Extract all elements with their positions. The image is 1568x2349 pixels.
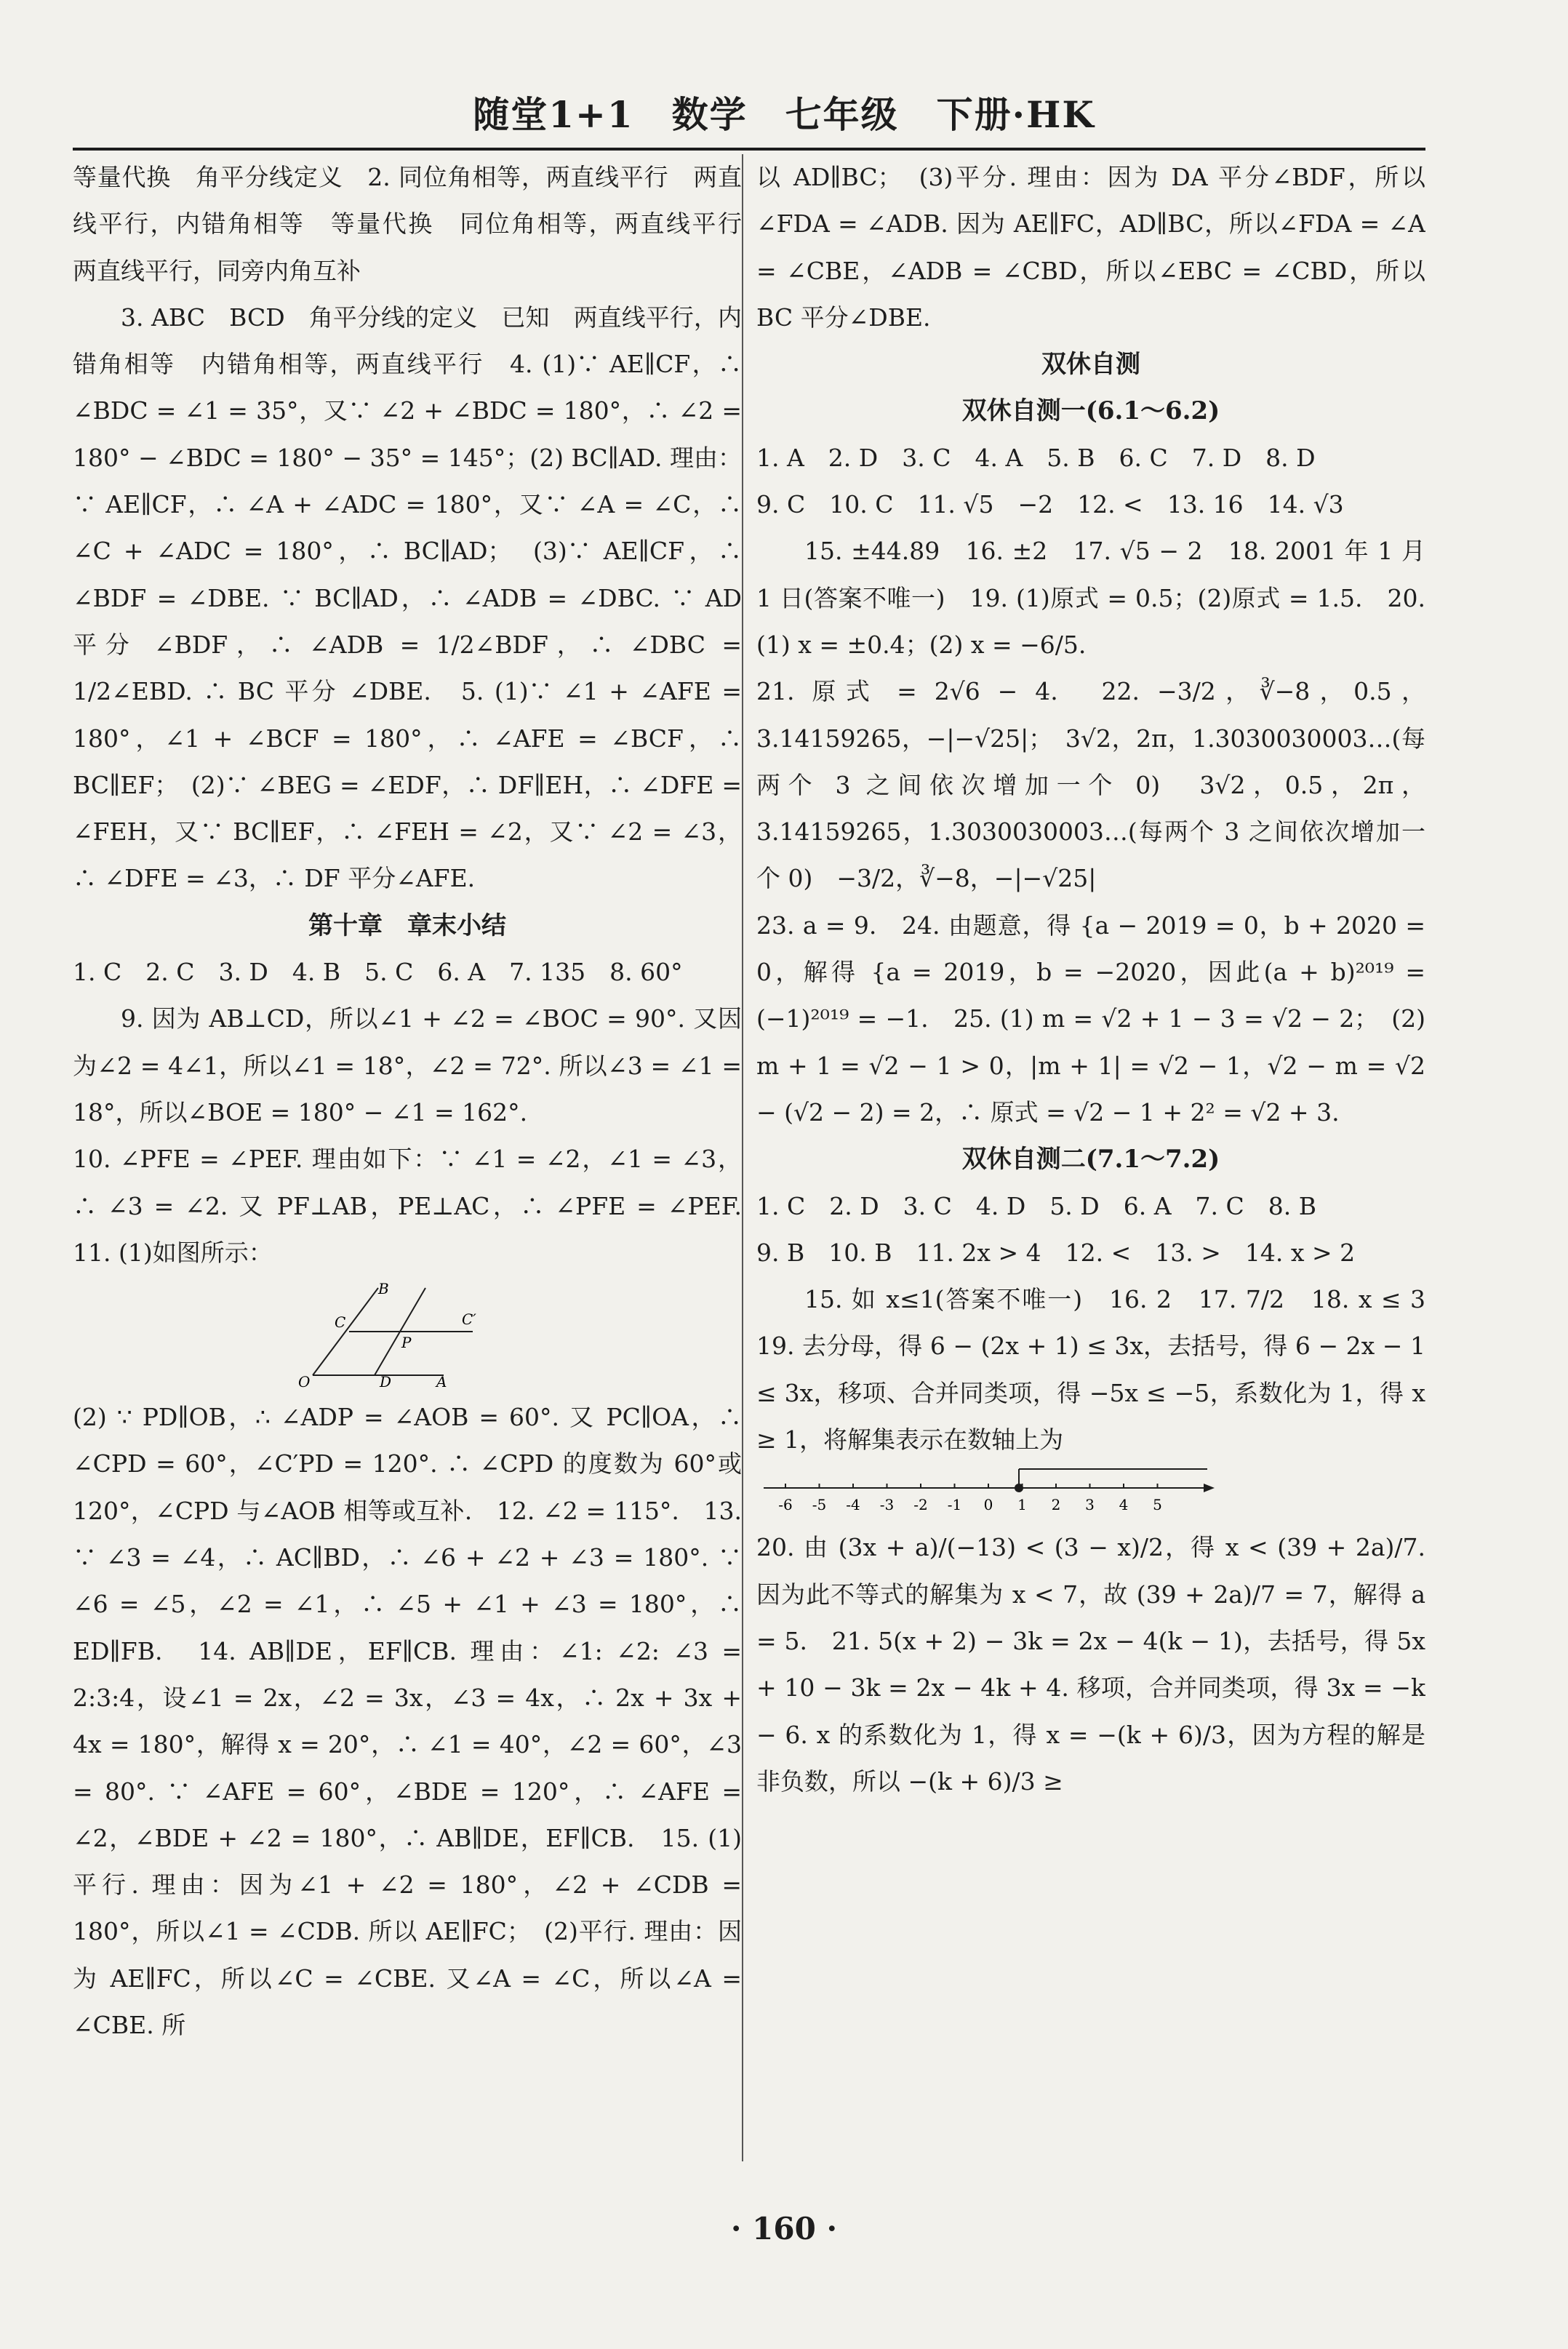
numline-tick-label: -4 <box>846 1496 860 1514</box>
answer-paragraph: 1. C 2. C 3. D 4. B 5. C 6. A 7. 135 8. 60° <box>73 958 683 987</box>
subsection-title: 双休自测二(7.1～7.2) <box>961 1145 1220 1174</box>
answer-paragraph: 20. 由 (3x + a)/(−13) < (3 − x)/2，得 x < (39 + 2a)/7. 因为此不等式的解集为 x < 7，故 (39 + 2a)/7 = 7，解得 a = 5. 21. 5(x + 2) − 3k = 2x − 4(k − 1)，去括号，得 5x + 10 − 3k = 2x − 4k + 4. 移项，合并同类项，得 3x = −k − 6. x 的系数化为 1，得 x = −(k + 6)/3，因为方程的解是非负数，所以 −(k + 6)/3 ≥ <box>756 1533 1425 1796</box>
page-header: 随堂1+1 数学 七年级 下册·HK <box>473 93 1095 136</box>
numline-tick-label: 5 <box>1153 1496 1162 1514</box>
right-column <box>756 154 1425 2118</box>
numline-tick-label: 4 <box>1119 1496 1129 1514</box>
left-column <box>73 154 742 2118</box>
number-line <box>756 1466 1222 1524</box>
answer-paragraph: 3. ABC BCD 角平分线的定义 已知 两直线平行，内错角相等 内错角相等，两直线平行 4. (1)∵ AE∥CF，∴ ∠BDC = ∠1 = 35°，又∵ ∠2 + ∠BDC = 180°，∴ ∠2 = 180° − ∠BDC = 180° − 35° = 145°；(2) BC∥AD. 理由：∵ AE∥CF，∴ ∠A + ∠ADC = 180°，又∵ ∠A = ∠C，∴ ∠C + ∠ADC = 180°，∴ BC∥AD； (3)∵ AE∥CF，∴ ∠BDF = ∠DBE. ∵ BC∥AD，∴ ∠ADB = ∠DBC. ∵ AD 平分 ∠BDF，∴ ∠ADB = 1/2∠BDF，∴ ∠DBC = 1/2∠EBD. ∴ BC 平分 ∠DBE. 5. (1)∵ ∠1 + ∠AFE = 180°，∠1 + ∠BCF = 180°，∴ ∠AFE = ∠BCF，∴ BC∥EF； (2)∵ ∠BEG = ∠EDF，∴ DF∥EH，∴ ∠DFE = ∠FEH，又∵ BC∥EF，∴ ∠FEH = ∠2，又∵ ∠2 = ∠3，∴ ∠DFE = ∠3，∴ DF 平分∠AFE. <box>73 303 742 893</box>
figure-label: A <box>436 1373 447 1390</box>
answer-paragraph: 15. ±44.89 16. ±2 17. √5 − 2 18. 2001 年 1 月 1 日(答案不唯一) 19. (1)原式 = 0.5；(2)原式 = 1.5. 20. (1) x = ±0.4；(2) x = −6/5. <box>756 537 1425 659</box>
figure-label: P <box>401 1334 412 1352</box>
numline-tick-label: -6 <box>778 1496 793 1514</box>
numline-tick-label: -2 <box>913 1496 928 1514</box>
answer-paragraph: 21. 原式 = 2√6 − 4. 22. −3/2，∛−8，0.5，3.14159265，−|−√25|； 3√2，2π，1.3030030003…(每两个 3 之间依次增加一个 0) 3√2，0.5，2π，3.14159265，1.3030030003…(每两个 3 之间依次增加一个 0) −3/2，∛−8，−|−√25| <box>756 677 1425 893</box>
answer-paragraph: 23. a = 9. 24. 由题意，得 {a − 2019 = 0，b + 2020 = 0，解得 {a = 2019，b = −2020，因此(a + b)²⁰¹⁹ = (−1)²⁰¹⁹ = −1. 25. (1) m = √2 + 1 − 3 = √2 − 2； (2) m + 1 = √2 − 1 > 0，|m + 1| = √2 − 1，√2 − m = √2 − (√2 − 2) = 2，∴ 原式 = √2 − 1 + 2² = √2 + 3. <box>756 911 1425 1127</box>
figure-label: C′ <box>462 1310 476 1329</box>
figure-label: D <box>380 1373 392 1390</box>
header-rule <box>73 148 1425 151</box>
answer-paragraph: 9. C 10. C 11. √5 −2 12. < 13. 16 14. √3 <box>756 490 1344 519</box>
answer-paragraph: 9. 因为 AB⊥CD，所以∠1 + ∠2 = ∠BOC = 90°. 又因为∠2 = 4∠1，所以∠1 = 18°，∠2 = 72°. 所以∠3 = ∠1 = 18°，所以∠BOE = 180° − ∠1 = 162°. <box>73 1004 742 1127</box>
answer-paragraph: 9. B 10. B 11. 2x > 4 12. < 13. > 14. x > 2 <box>756 1238 1356 1267</box>
numline-tick-label: 0 <box>983 1496 993 1514</box>
answer-paragraph: 等量代换 角平分线定义 2. 同位角相等，两直线平行 两直线平行，内错角相等 等量代换 同位角相等，两直线平行 两直线平行，同旁内角互补 <box>73 163 742 285</box>
subsection-title: 双休自测一(6.1～6.2) <box>961 396 1220 426</box>
numline-tick-label: -1 <box>947 1496 962 1514</box>
figure-label: O <box>298 1373 311 1390</box>
numline-tick-label: 1 <box>1017 1496 1027 1514</box>
answer-paragraph: 1. C 2. D 3. C 4. D 5. D 6. A 7. C 8. B <box>756 1191 1317 1220</box>
figure-label: C <box>335 1313 346 1332</box>
section-title: 第十章 章末小结 <box>308 911 506 940</box>
numline-tick-label: -3 <box>879 1496 895 1514</box>
section-title: 双休自测 <box>1041 350 1140 380</box>
page-number: · 160 · <box>730 2211 838 2246</box>
column-divider <box>742 154 743 2161</box>
numline-tick-label: 3 <box>1085 1496 1095 1514</box>
answer-paragraph: 10. ∠PFE = ∠PEF. 理由如下：∵ ∠1 = ∠2，∠1 = ∠3，∴ ∠3 = ∠2. 又 PF⊥AB，PE⊥AC，∴ ∠PFE = ∠PEF. 11. (1)如图所示： <box>73 1145 742 1267</box>
numline-tick-label: 2 <box>1051 1496 1061 1514</box>
figure-label: B <box>378 1281 389 1298</box>
answer-paragraph: 15. 如 x≤1(答案不唯一) 16. 2 17. 7/2 18. x ≤ 3 19. 去分母，得 6 − (2x + 1) ≤ 3x，去括号，得 6 − 2x − 1 ≤ 3x，移项、合并同类项，得 −5x ≤ −5，系数化为 1，得 x ≥ 1，将解集表示在数轴上为 <box>756 1285 1425 1454</box>
parallel-lines-figure <box>298 1281 516 1390</box>
answer-paragraph: 以 AD∥BC； (3)平分. 理由：因为 DA 平分∠BDF，所以∠FDA = ∠ADB. 因为 AE∥FC，AD∥BC，所以∠FDA = ∠A = ∠CBE，∠ADB = ∠CBD，所以∠EBC = ∠CBD，所以 BC 平分∠DBE. <box>756 163 1425 332</box>
answer-paragraph: (2) ∵ PD∥OB，∴ ∠ADP = ∠AOB = 60°. 又 PC∥OA，∴ ∠CPD = 60°，∠C′PD = 120°. ∴ ∠CPD 的度数为 60°或 120°，∠CPD 与∠AOB 相等或互补. 12. ∠2 = 115°. 13. ∵ ∠3 = ∠4，∴ AC∥BD，∴ ∠6 + ∠2 + ∠3 = 180°. ∵ ∠6 = ∠5，∠2 = ∠1，∴ ∠5 + ∠1 + ∠3 = 180°，∴ ED∥FB. 14. AB∥DE，EF∥CB. 理由：∠1: ∠2: ∠3 = 2:3:4，设∠1 = 2x，∠2 = 3x，∠3 = 4x，∴ 2x + 3x + 4x = 180°，解得 x = 20°，∴ ∠1 = 40°，∠2 = 60°，∠3 = 80°. ∵ ∠AFE = 60°，∠BDE = 120°，∴ ∠AFE = ∠2，∠BDE + ∠2 = 180°，∴ AB∥DE，EF∥CB. 15. (1)平行. 理由：因为∠1 + ∠2 = 180°，∠2 + ∠CDB = 180°，所以∠1 = ∠CDB. 所以 AE∥FC； (2)平行. 理由：因为 AE∥FC，所以∠C = ∠CBE. 又∠A = ∠C，所以∠A = ∠CBE. 所 <box>73 1403 742 2039</box>
numline-tick-label: -5 <box>812 1496 827 1514</box>
answer-paragraph: 1. A 2. D 3. C 4. A 5. B 6. C 7. D 8. D <box>756 443 1316 472</box>
